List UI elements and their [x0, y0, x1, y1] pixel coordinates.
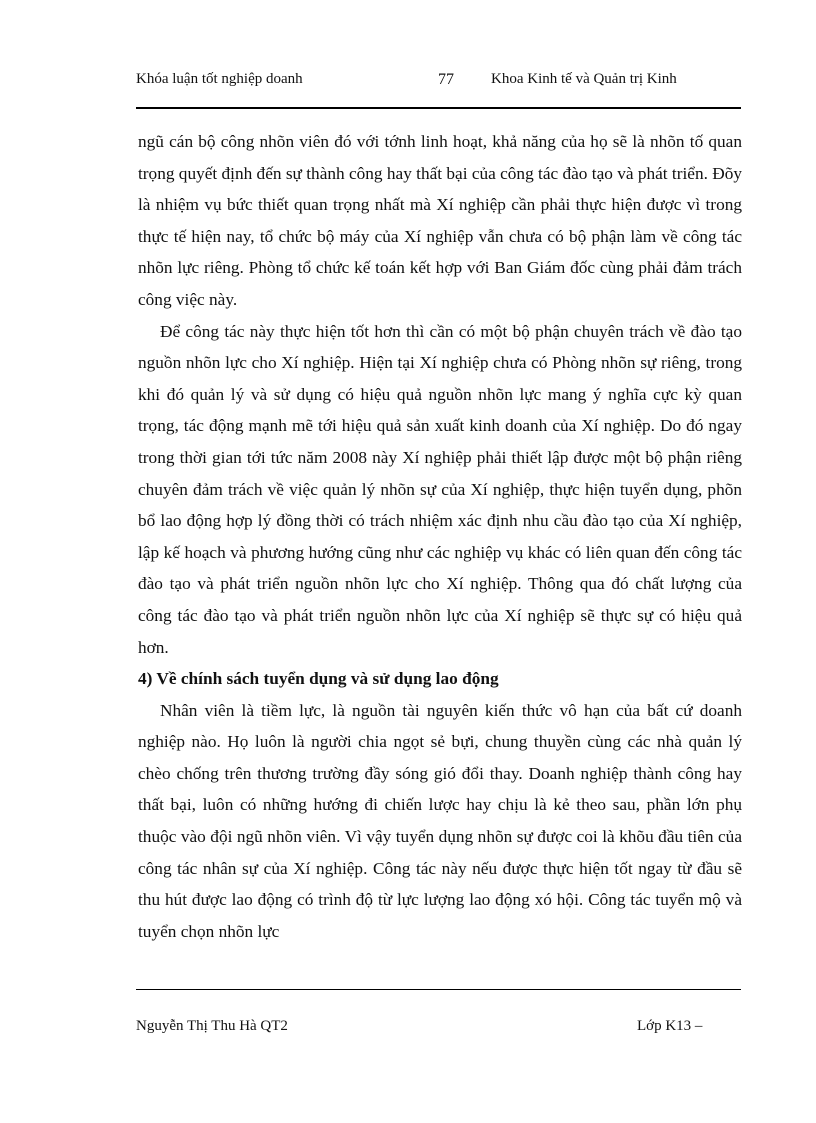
footer-author: Nguyễn Thị Thu Hà QT2 [136, 1018, 288, 1034]
footer-rule [136, 989, 741, 990]
footer-class: Lớp K13 – [637, 1018, 703, 1034]
page-header [136, 70, 741, 108]
paragraph-2: Để công tác này thực hiện tốt hơn thì cần có một bộ phận chuyên trách về đào tạo nguồn nhõn lực cho Xí nghiệp. Hiện tại Xí nghiệp chưa có Phòng nhõn sự riêng, trong khi đó quản lý và sử dụng có hiệu quả nguồn nhõn lực mang ý nghĩa cực kỳ quan trọng, tác động mạnh mẽ tới hiệu quả sản xuất kinh doanh của Xí nghiệp. Do đó ngay trong thời gian tới tức năm 2008 này Xí nghiệp phải thiết lập được một bộ phận riêng chuyên đảm trách về việc quản lý nhõn sự của Xí nghiệp, thực hiện tuyển dụng, phõn bổ lao động hợp lý đồng thời có trách nhiệm xác định nhu cầu đào tạo của Xí nghiệp, lập kế hoạch và phương hướng cũng như các nghiệp vụ khác có liên quan đến công tác đào tạo và phát triển nguồn nhõn lực cho Xí nghiệp. Thông qua đó chất lượng của công tác đào tạo và phát triển nguồn nhõn lực của Xí nghiệp sẽ thực sự có hiệu quả hơn. [138, 321, 742, 657]
paragraph-1: ngũ cán bộ công nhõn viên đó với tớnh linh hoạt, khả năng của họ sẽ là nhõn tố quan trọng quyết định đến sự thành công hay thất bại của công tác đào tạo và phát triển. Đõy là nhiệm vụ bức thiết quan trọng nhất mà Xí nghiệp cần phải thực hiện được vì trong thực tế hiện nay, tổ chức bộ máy của Xí nghiệp vẫn chưa có bộ phận làm về công tác nhõn lực riêng. Phòng tổ chức kế toán kết hợp với Ban Giám đốc cùng phải đảm trách công việc này. [138, 132, 742, 309]
header-rule [136, 107, 741, 109]
paragraph-3: Nhân viên là tiềm lực, là nguồn tài nguyên kiến thức vô hạn của bất cứ doanh nghiệp nào. Họ luôn là người chia ngọt sẻ bựi, chung thuyền cùng các nhà quản lý chèo chống trên thương trường đầy sóng gió đổi thay. Doanh nghiệp thành công hay thất bại, luôn có những hướng đi chiến lược hay chịu là kẻ theo sau, phần lớn phụ thuộc vào đội ngũ nhõn viên. Vì vậy tuyển dụng nhõn sự được coi là khõu đầu tiên của công tác nhân sự của Xí nghiệp. Công tác này nếu được thực hiện tốt ngay từ đầu sẽ thu hút được lao động có trình độ từ lực lượng lao động xó hội. Công tác tuyển mộ và tuyển chọn nhõn lực [138, 700, 742, 941]
header-page-number: 77 [438, 71, 454, 88]
header-faculty: Khoa Kinh tế và Quản trị Kinh [491, 71, 677, 87]
header-thesis-title: Khóa luận tốt nghiệp doanh [136, 71, 303, 87]
section-heading: 4) Về chính sách tuyển dụng và sử dụng lao động [138, 669, 499, 689]
document-body [138, 126, 742, 947]
